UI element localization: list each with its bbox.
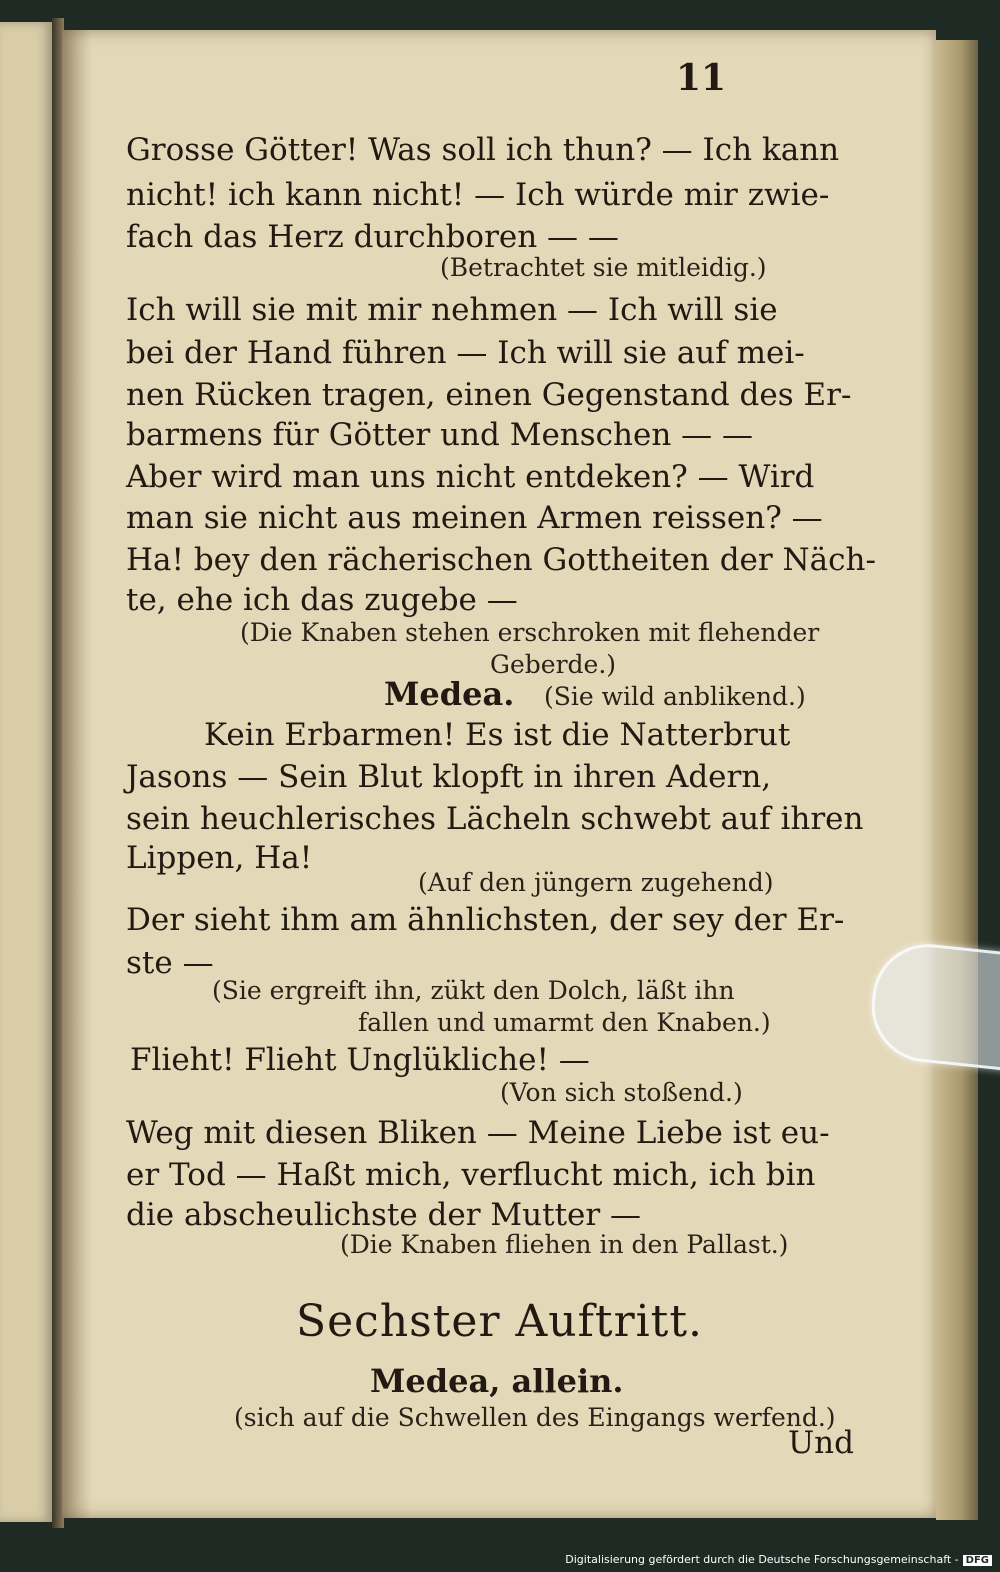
- text-line: Aber wird man uns nicht entdeken? — Wird: [126, 459, 815, 495]
- stage-direction: (Auf den jüngern zugehend): [418, 868, 774, 897]
- text-line: Kein Erbarmen! Es ist die Natterbrut: [204, 717, 791, 753]
- stage-direction: Geberde.): [490, 650, 617, 679]
- footer-text: Digitalisierung gefördert durch die Deutsche Forschungsgemeinschaft -: [565, 1553, 959, 1566]
- stage-direction: (sich auf die Schwellen des Eingangs werfend.): [234, 1403, 836, 1432]
- text-line: bei der Hand führen — Ich will sie auf mei-: [126, 335, 805, 371]
- text-line: fach das Herz durchboren — —: [126, 219, 619, 255]
- text-line: te, ehe ich das zugebe —: [126, 582, 518, 618]
- page-stack-edge: [936, 40, 978, 1520]
- text-line: er Tod — Haßt mich, verflucht mich, ich bin: [126, 1157, 816, 1193]
- stage-direction: (Sie ergreift ihn, zükt den Dolch, läßt ihn: [212, 976, 735, 1005]
- text-line: man sie nicht aus meinen Armen reissen? —: [126, 500, 823, 536]
- page-fold-shadow: [62, 30, 92, 1518]
- text-line: Weg mit diesen Bliken — Meine Liebe ist eu-: [126, 1115, 830, 1151]
- catchword: Und: [788, 1425, 854, 1461]
- page-number: 11: [676, 57, 727, 99]
- stage-direction: (Sie wild anblikend.): [544, 682, 806, 711]
- text-line: barmens für Götter und Menschen — —: [126, 417, 754, 453]
- text-line: sein heuchlerisches Lächeln schwebt auf ihren: [126, 801, 864, 837]
- text-line: Ich will sie mit mir nehmen — Ich will sie: [126, 292, 778, 328]
- text-line: Jasons — Sein Blut klopft in ihren Adern,: [126, 759, 772, 795]
- text-line: ste —: [126, 945, 214, 981]
- stage-direction: fallen und umarmt den Knaben.): [358, 1008, 771, 1037]
- text-line: Grosse Götter! Was soll ich thun? — Ich kann: [126, 132, 840, 168]
- text-line: Lippen, Ha!: [126, 840, 313, 876]
- stage-direction: (Die Knaben stehen erschroken mit flehender: [240, 618, 820, 647]
- left-page-edge: [0, 22, 55, 1522]
- speaker-name: Medea.: [384, 675, 515, 713]
- speaker-name: Medea, allein.: [370, 1362, 624, 1400]
- text-line: Flieht! Flieht Unglükliche! —: [130, 1042, 590, 1078]
- footer-credit: [565, 1553, 992, 1566]
- scene-heading: Sechster Auftritt.: [296, 1296, 704, 1347]
- stage-direction: (Betrachtet sie mitleidig.): [440, 253, 767, 282]
- dfg-logo: DFG: [963, 1555, 992, 1566]
- text-line: Der sieht ihm am ähnlichsten, der sey der Er-: [126, 902, 845, 938]
- text-line: nen Rücken tragen, einen Gegenstand des Er-: [126, 377, 852, 413]
- text-line: Ha! bey den rächerischen Gottheiten der Näch-: [126, 542, 876, 578]
- stage-direction: (Die Knaben fliehen in den Pallast.): [340, 1230, 789, 1259]
- text-line: nicht! ich kann nicht! — Ich würde mir zwie-: [126, 177, 830, 213]
- stage-direction: (Von sich stoßend.): [500, 1078, 743, 1107]
- text-line: die abscheulichste der Mutter —: [126, 1197, 642, 1233]
